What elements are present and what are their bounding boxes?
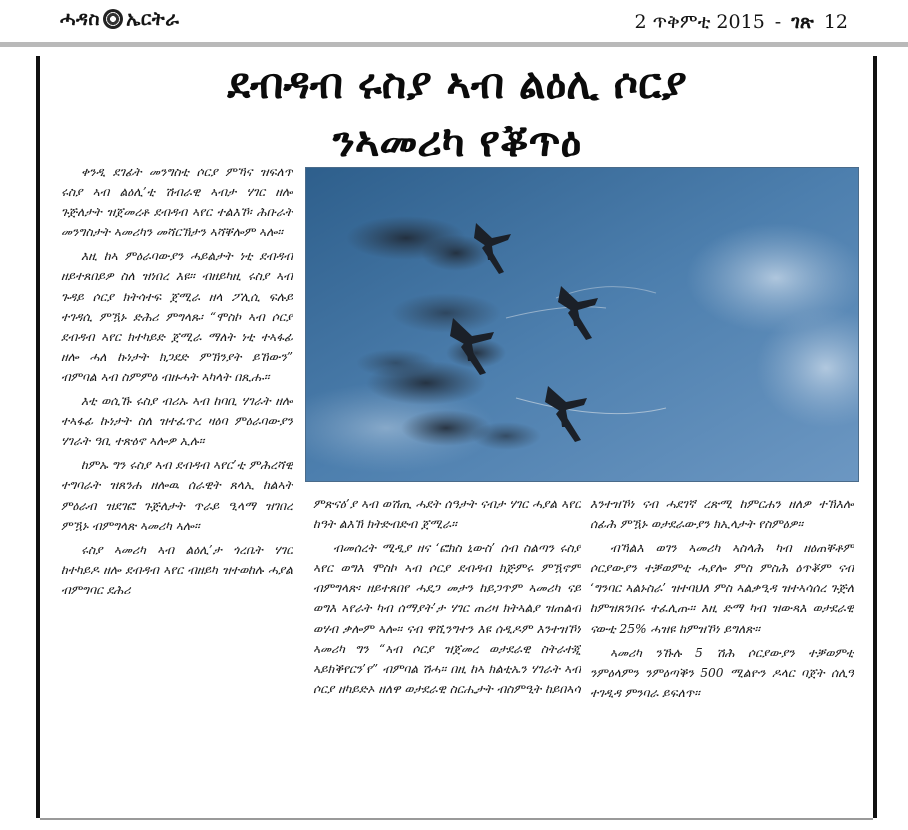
paragraph: ብኻልእ ወገን ኣመሪካ ኣስላሕ ካብ ዘዕጠቐቶም ሶርያውያን ተቓወምቲ ሓያሎ ምስ ምስሕ ዕጥቖም ናብ ‘ግንባር ኣልኑስራ’ ዝተባህለ ምስ ኣልቃዒዳ ዝተኣሳሰረ ጉጅለ ከምዝጸንበሩ ተፈሊጡ። እዚ ድማ ካብ ዝውጻእ ወታደራዊ ናውቲ 25% ሓዝዩ ከምዝኾነ ይግለጽ። [590, 541, 854, 636]
paragraph: ከምኡ ግን ሩስያ ኣብ ደብዳብ ኣየር’ቲ ምሕረሻዊ ተግባራት ዝጸንሐ ዘሎዉ ሰራዊት ጸላኢ ከልኣት ምዕራብ ዝደገፎ ጉጅለታት ጥራይ ዒላማ ዝገበረ ምዃኑ ብምግላጽ ኣመሪካ ኣሎ። [61, 458, 293, 533]
issue-date: 2 ጥቅምቲ 2015 [634, 11, 765, 33]
left-border [36, 56, 40, 818]
paragraph: ብመሰረት ሚዲያ ዘና ‘ፎክስ ኒውስ’ ሰብ ስልጣን ሩስያ ኣየር ወግእ ሞስኮ ኣብ ሶርያ ደብዳብ ክጅምሩ ምዃኖም ብምግላጽ፡ ዘይተጸበየ ሓደጋ መታን ከይጋጥም ኣመሪካ ናይ ወግእ ኣየራት ካብ ሰማያት’ታ ሃገር ጠሪዛ ክትኣልያ ዝጠልብ ወሃብ ቃሎም ኣሎ። ናብ ዋሺንግተን እዩ ሰዲዶም እንተዝኾነ ኣመሪካ ግን “ኣብ ሶርያ ዝጀመረ ወታደራዊ ስትራተጂ ኣይክቕየርን’የ” ብምባል ሽሓ። በዚ ከኣ ክልቲኤን ሃገራት ኣብ ሶርያ ዘካይድኦ ዘለዋ ወታደራዊ ስርሒታት ብስምዒት ከይበኣሳ [313, 541, 581, 696]
masthead-text-right: ኤርትራ [126, 8, 180, 30]
dateline [634, 11, 848, 33]
paragraph: ኣመሪካ ንኹሉ 5 ሽሕ ሶርያውያን ተቓወምቲ ንምዕላምን ንምዕጣቕን 500 ሚልዮን ዶላር ባጀት ሰሊዓ ተገዲዳ ምንባራ ይፍለጥ። [590, 645, 854, 700]
masthead [60, 8, 179, 30]
headline-line-1: ደብዳብ ሩስያ ኣብ ልዕሊ ሶርያ [227, 59, 687, 108]
masthead-text-left: ሓዳስ [60, 8, 101, 30]
emblem-icon [103, 9, 123, 29]
paragraph: ምጽናዕ’ያ ኣብ ወሽጢ ሓደት ሰዓታት ናብታ ሃገር ሓያል ኣየር ከዓት ልእኽ ክትድብድብ ጀሚራ። [313, 497, 581, 532]
article-headline [44, 55, 870, 171]
paragraph: ሩስያ ኣመሪካ ኣብ ልዕሊ’ታ ጎረቤት ሃገር ከተካይዶ ዘሎ ደብዳብ ኣየር ብዘይካ ዝተወከሉ ሓያል ብምግባር ደሕሪ [61, 542, 293, 597]
article-column-3 [590, 494, 854, 818]
article-column-2 [313, 494, 581, 818]
page-number: 12 [823, 11, 848, 33]
page-label: ገጽ [791, 11, 814, 33]
headline-line-2: ንኣመሪካ የቖጥዕ [332, 117, 582, 166]
paragraph: እንተዝኾነ ናብ ሓደገኛ ረጽሚ ከምርሐን ዘለዎ ተኽእሎ ሰፊሕ ምዃኑ ወታደራውያን ክኢላታት የስምዕዎ። [590, 497, 854, 532]
fighter-jets-photo [305, 167, 859, 482]
paragraph: ቀንዲ ደገፊት መንግስቲ ሶርያ ምኻና ዝፍለጥ ሩስያ ኣብ ልዕሊ’ቲ ሽብራዊ ኣብታ ሃገር ዘሎ ጉጅለታት ዝጀመረቶ ደብዳብ ኣየር ተልእኾ፡ ሕቡራት መንግስታት ኣመሪካን መሻርኽታን ኣሻቐሎም ኣሎ። [61, 165, 293, 240]
page-header [0, 0, 908, 40]
bottom-rule [40, 818, 873, 820]
paragraph: እቲ ወሲኹ ሩስያ ብሪኡ ኣብ ከባቢ ሃገራት ዘሎ ተኣፋፊ ኩነታት ስለ ዝተፈጥረ ዛዕባ ምዕራባውያን ሃገራት ዓቢ ተጽዕኖ ኣሎዎ ኢሉ። [61, 394, 293, 449]
header-rule [0, 42, 908, 47]
date-separator: - [774, 11, 782, 33]
right-border [873, 56, 877, 818]
paragraph: እዚ ከኣ ምዕራባውያን ሓይልታት ነቲ ደብዳብ ዘይተጸበይዎ ስለ ዝነበረ እዩ። ብዘይካዚ ሩስያ ኣብ ጉዳይ ሶርያ ክትሳተፍ ጀሚራ ዘላ ፖሊሲ ፍሉይ ተገዳሲ ምዃኑ ድሕሪ ምግላጹ፡ “ሞስኮ ኣብ ሶርያ ደብዳብ ኣየር ክተካይድ ጀሚራ ማለት ነቲ ተኣፋፊ ዘሎ ሓለ ኩነታት ክጋደድ ምኽንያት ይኸውን” ብምባል ኣብ ስምምዕ ብዙሓት ኣካላት በጺሑ። [61, 249, 293, 384]
article-column-1 [61, 162, 293, 818]
